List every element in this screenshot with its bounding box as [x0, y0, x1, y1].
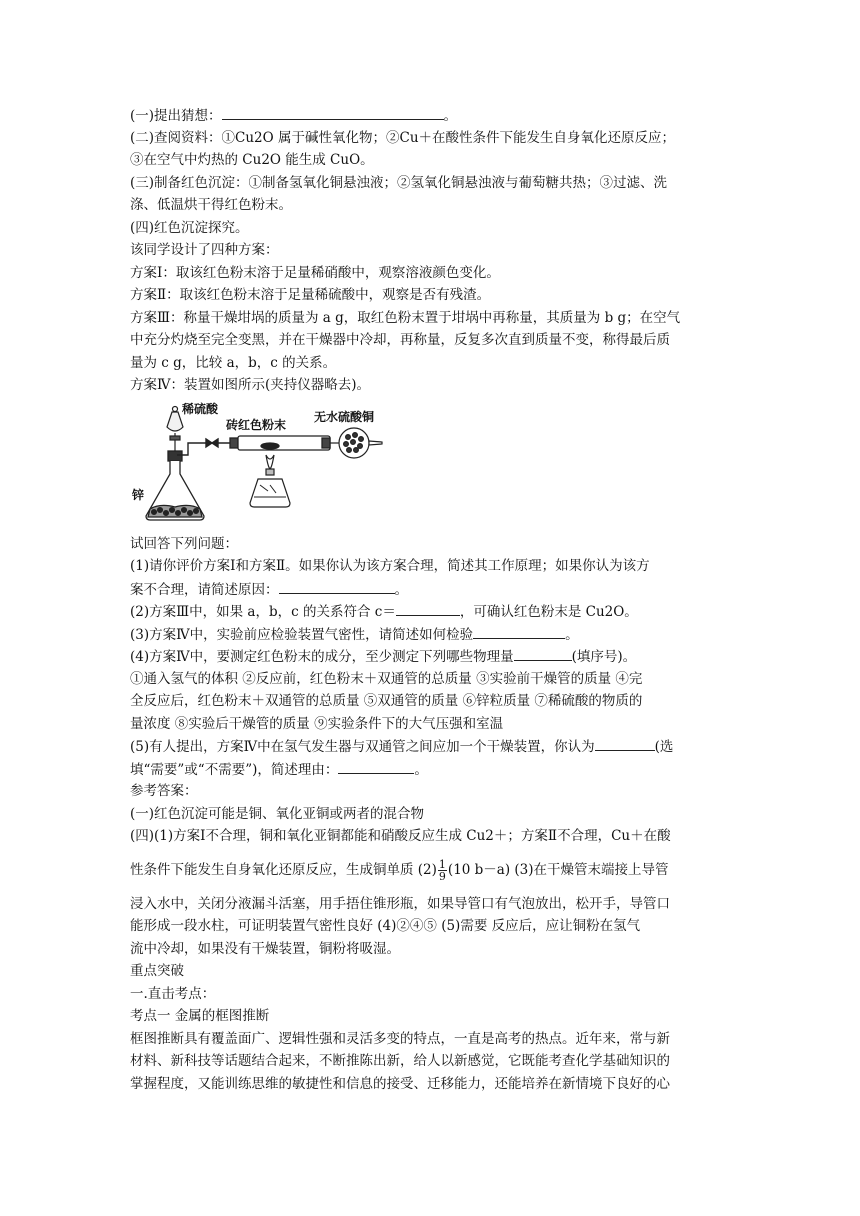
question-5-line: (5)有人提出，方案Ⅳ中在氢气发生器与双通管之间应加一个干燥装置，你认为 (选 — [130, 735, 736, 758]
text-line: (1)请你评价方案Ⅰ和方案Ⅱ。如果你认为该方案合理，简述其工作原理；如果你认为该方 — [130, 558, 650, 574]
alcohol-lamp — [250, 455, 290, 507]
label-dilute-sulfuric-acid: 稀硫酸 — [182, 401, 219, 416]
answer-heading: 参考答案： — [130, 783, 198, 799]
question-5-reason-line: 填“需要”或“不需要”)，简述理由： 。 — [130, 758, 736, 781]
question-3-line: (3)方案Ⅳ中，实验前应检验装置气密性，请简述如何检验 。 — [130, 623, 736, 646]
reaction-tube — [230, 436, 330, 450]
text-line: (三)制备红色沉淀：①制备氢氧化铜悬浊液；②氢氧化铜悬浊液与葡萄糖共热；③过滤、洗 — [130, 174, 668, 191]
topic-heading: 考点一 金属的框图推断 — [130, 1008, 270, 1024]
label-zinc: 锌 — [132, 487, 145, 502]
text-line: 试回答下列问题： — [130, 535, 238, 552]
answer-blank — [338, 758, 414, 774]
question-2-line: (2)方案Ⅲ中，如果 a，b，c 的关系符合 c＝ ，可确认红色粉末是 Cu2O。 — [130, 600, 736, 623]
answer-blank — [595, 735, 655, 751]
subsection-heading: 一.直击考点： — [130, 985, 216, 1002]
text-line: 方案Ⅳ：装置如图所示(夹持仪器略去)。 — [130, 377, 371, 393]
text-line: 涤、低温烘干得红色粉末。 — [130, 197, 292, 213]
text-line: 该同学设计了四种方案： — [130, 242, 279, 258]
text-line: 掌握程度，又能训练思维的敏捷性和信息的接受、迁移能力，还能培养在新情境下良好的心 — [130, 1075, 670, 1092]
label-anhydrous-copper-sulfate: 无水硫酸铜 — [314, 409, 375, 424]
answer-blank — [222, 104, 444, 120]
label-brick-red-powder: 砖红色粉末 — [226, 417, 287, 432]
text-line: 全反应后，红色粉末＋双通管的总质量 ⑤双通管的质量 ⑥锌粒质量 ⑦稀硫酸的物质的 — [130, 693, 643, 709]
text-line: (二)查阅资料：①Cu2O 属于碱性氧化物；②Cu＋在酸性条件下能发生自身氧化还原反应； — [130, 129, 676, 146]
text-line: 中充分灼烧至完全变黑，并在干燥器中冷却，再称量，反复多次直到质量不变，称得最后质 — [130, 332, 670, 348]
question-4-line: (4)方案Ⅳ中，要测定红色粉末的成分，至少测定下列哪些物理量 (填序号)。 — [130, 645, 736, 668]
text-line: 量浓度 ⑧实验后干燥管的质量 ⑨实验条件下的大气压强和室温 — [130, 715, 504, 732]
text-line: 流中冷却，如果没有干燥装置，铜粉将吸湿。 — [130, 940, 400, 957]
text-line: (四)红色沉淀探究。 — [130, 219, 249, 236]
separatory-funnel — [167, 406, 183, 451]
text-line: 量为 c g，比较 a，b，c 的关系。 — [130, 354, 337, 371]
text-line: (一)红色沉淀可能是铜、氧化亚铜或两者的混合物 — [130, 805, 425, 822]
text-line: 方案Ⅲ：称量干燥坩埚的质量为 a g，取红色粉末置于坩埚中再称量，其质量为 b g；在空气 — [130, 309, 681, 326]
delivery-tube — [177, 439, 230, 455]
fraction-one-ninth: $\frac{1}{9}$ — [438, 857, 446, 883]
conical-flask — [146, 451, 204, 520]
answer-blank — [396, 600, 460, 616]
text-line: (四)(1)方案Ⅰ不合理，铜和氧化亚铜都能和硝酸反应生成 Cu2＋；方案Ⅱ不合理，Cu＋在酸 — [130, 828, 671, 844]
text-line: 材料、新科技等话题结合起来，不断推陈出新，给人以新感觉，它既能考查化学基础知识的 — [130, 1053, 670, 1069]
text-line: ①通入氢气的体积 ②反应前，红色粉末＋双通管的总质量 ③实验前干燥管的质量 ④完 — [130, 670, 643, 687]
text-line: 能形成一段水柱，可证明装置气密性良好 (4)②④⑤ (5)需要 反应后，应让铜粉在氢气 — [130, 918, 641, 934]
text-line: 方案Ⅰ：取该红色粉末溶于足量稀硝酸中，观察溶液颜色变化。 — [130, 264, 500, 281]
answer-blank — [279, 578, 395, 594]
answer-blank — [514, 645, 572, 661]
text-line: 方案Ⅱ：取该红色粉末溶于足量稀硫酸中，观察是否有残渣。 — [130, 287, 491, 303]
text-line: 框图推断具有覆盖面广、逻辑性强和灵活多变的特点，一直是高考的热点。近年来，常与新 — [130, 1030, 670, 1047]
question-1-line: 案不合理，请简述原因： 。 — [130, 578, 736, 601]
text-line: ③在空气中灼热的 Cu2O 能生成 CuO。 — [130, 152, 374, 168]
guess-line: (一)提出猜想： 。 — [130, 104, 736, 127]
text-line: 浸入水中，关闭分液漏斗活塞，用手捂住锥形瓶，如果导管口有气泡放出，松开手，导管口 — [130, 895, 670, 912]
answer-blank — [473, 623, 565, 639]
fraction-line: 性条件下能发生自身氧化还原反应，生成铜单质 (2) $\frac{1}{9}$ (10 b－a) (3)在干燥管末端接上导管 — [130, 857, 669, 883]
apparatus-figure — [130, 399, 388, 525]
drying-tube — [330, 428, 382, 458]
document-page — [130, 104, 736, 1095]
section-heading: 重点突破 — [130, 963, 184, 979]
